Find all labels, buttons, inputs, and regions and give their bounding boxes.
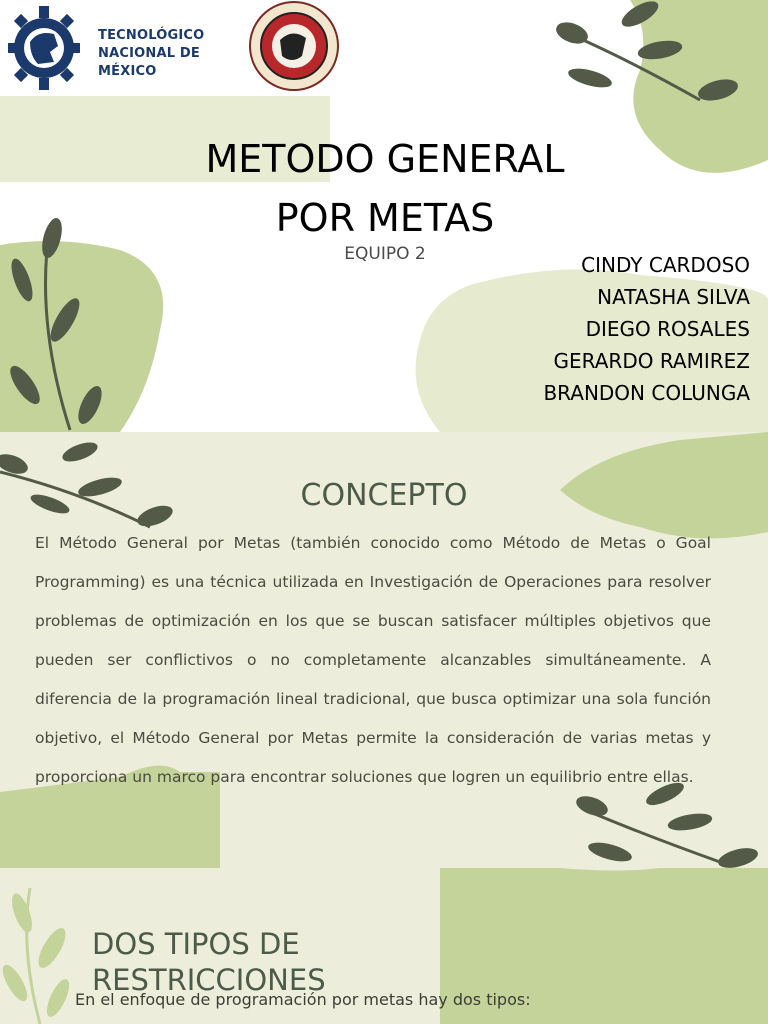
member-name: CINDY CARDOSO [581, 253, 750, 277]
main-title-line1: METODO GENERAL [205, 137, 565, 181]
member-name: BRANDON COLUNGA [543, 381, 750, 405]
slide-concept [0, 432, 768, 868]
slide-restrictions [0, 868, 768, 1024]
concept-heading: CONCEPTO [300, 478, 468, 513]
leaf-branch-left [0, 888, 73, 1024]
member-name: DIEGO ROSALES [585, 317, 750, 341]
tecnm-text [98, 27, 246, 81]
restrictions-body: En el enfoque de programación por metas hay dos tipos: [75, 990, 531, 1009]
member-name: NATASHA SILVA [597, 285, 750, 309]
concept-body: El Método General por Metas (también conocido como Método de Metas o Goal Programming) es una técnica utilizada en Investigación de Operaciones para resolver problemas de optimización en los que se buscan satisfacer múltiples objetivos que pueden ser conflictivos o no completamente alcanzables simultáneamente. A diferencia de la programación lineal tradicional, que busca optimizar una sola función objetivo, el Método General por Metas permite la consideración de varias metas y proporciona un marco para encontrar soluciones que logren un equilibrio entre ellas. [35, 534, 711, 786]
tecnm-logo [8, 2, 246, 95]
members-list [543, 249, 750, 409]
team-subtitle: EQUIPO 2 [344, 244, 426, 264]
gear-icon [8, 2, 80, 94]
restrictions-heading-line2: RESTRICCIONES [92, 963, 326, 997]
blob-top-right [630, 0, 768, 173]
restrictions-heading [92, 926, 326, 998]
slide-title [0, 0, 768, 432]
tecnm-line2: NACIONAL DE MÉXICO [98, 46, 200, 79]
restrictions-heading-line1: DOS TIPOS DE [92, 927, 300, 961]
tecnm-line1: TECNOLÓGICO [98, 28, 205, 43]
main-title-line2: POR METAS [275, 196, 495, 240]
member-name: GERARDO RAMIREZ [553, 349, 750, 373]
institute-seal-icon [248, 0, 340, 92]
